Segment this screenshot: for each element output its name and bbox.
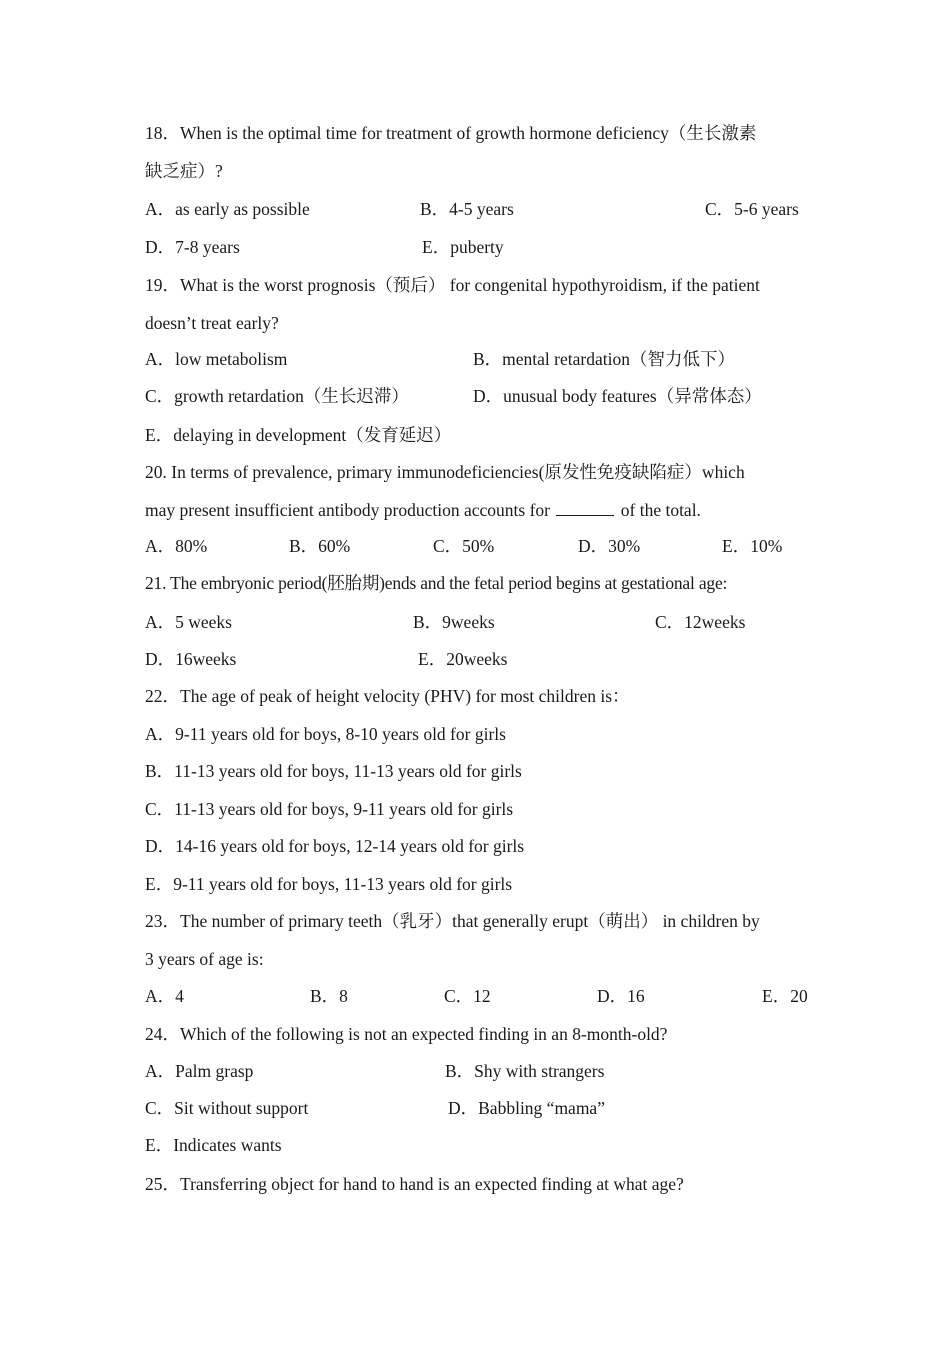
q23-option-c: C．12 (444, 986, 491, 1006)
q18-option-c: C．5-6 years (705, 199, 799, 219)
q20-stem-line1: 20. In terms of prevalence, primary immunodeficiencies(原发性免疫缺陷症）which (145, 462, 745, 482)
q19-option-b: B．mental retardation（智力低下） (473, 349, 735, 369)
q21-stem-line1: 21. The embryonic period(胚胎期)ends and the fetal period begins at gestational age: (145, 573, 728, 593)
q22-option-a: A．9-11 years old for boys, 8-10 years old for girls (145, 724, 506, 744)
q19-option-c: C．growth retardation（生长迟滞） (145, 386, 409, 406)
q18-option-d: D．7-8 years (145, 237, 240, 257)
q23-option-d: D．16 (597, 986, 645, 1006)
q21-option-c: C．12weeks (655, 612, 746, 632)
q24-option-d: D．Babbling “mama” (448, 1098, 605, 1118)
q20-option-c: C．50% (433, 536, 495, 556)
q22-option-d: D．14-16 years old for boys, 12-14 years old for girls (145, 836, 525, 856)
q23-stem-line2: 3 years of age is: (145, 949, 264, 969)
q20-option-a: A．80% (145, 536, 208, 556)
q19-option-e: E．delaying in development（发育延迟） (145, 425, 452, 445)
q22-option-b: B．11-13 years old for boys, 11-13 years old for girls (145, 761, 522, 781)
q22-option-c: C．11-13 years old for boys, 9-11 years old for girls (145, 799, 514, 819)
q21-option-a: A．5 weeks (145, 612, 232, 632)
q22-stem-line1: 22．The age of peak of height velocity (PHV) for most children is： (145, 686, 630, 706)
q20-option-b: B．60% (289, 536, 351, 556)
q23-stem-line1: 23．The number of primary teeth（乳牙）that generally erupt（萌出） in children by (145, 911, 760, 931)
q20-stem-line2-after: of the total. (620, 500, 701, 520)
q19-option-a: A．low metabolism (145, 349, 288, 369)
q21-option-b: B．9weeks (413, 612, 495, 632)
q19-stem-line1: 19．What is the worst prognosis（预后） for congenital hypothyroidism, if the patient (145, 275, 760, 295)
q18-option-b: B．4-5 years (420, 199, 514, 219)
q24-option-c: C．Sit without support (145, 1098, 309, 1118)
q19-stem-line2: doesn’t treat early? (145, 313, 279, 333)
q19-option-d: D．unusual body features（异常体态） (473, 386, 762, 406)
q18-stem-line2: 缺乏症）? (145, 161, 223, 181)
q24-option-a: A．Palm grasp (145, 1061, 254, 1081)
q24-option-b: B．Shy with strangers (445, 1061, 605, 1081)
q23-option-e: E．20 (762, 986, 808, 1006)
q24-stem-line1: 24．Which of the following is not an expected finding in an 8-month-old? (145, 1024, 668, 1044)
fill-in-blank (556, 499, 614, 516)
q24-option-e: E．Indicates wants (145, 1135, 282, 1155)
q18-stem-line1: 18．When is the optimal time for treatment of growth hormone deficiency（生长激素 (145, 123, 757, 143)
q23-option-b: B．8 (310, 986, 348, 1006)
q20-stem-line2 (145, 498, 701, 522)
q20-stem-line2-before: may present insufficient antibody production accounts for (145, 500, 550, 520)
q23-option-a: A．4 (145, 986, 184, 1006)
q22-option-e: E．9-11 years old for boys, 11-13 years old for girls (145, 874, 513, 894)
q20-option-d: D．30% (578, 536, 641, 556)
q25-stem-line1: 25．Transferring object for hand to hand is an expected finding at what age? (145, 1174, 684, 1194)
q18-option-e: E．puberty (422, 237, 504, 257)
q21-option-d: D．16weeks (145, 649, 237, 669)
q21-option-e: E．20weeks (418, 649, 508, 669)
q20-option-e: E．10% (722, 536, 783, 556)
q18-option-a: A．as early as possible (145, 199, 310, 219)
